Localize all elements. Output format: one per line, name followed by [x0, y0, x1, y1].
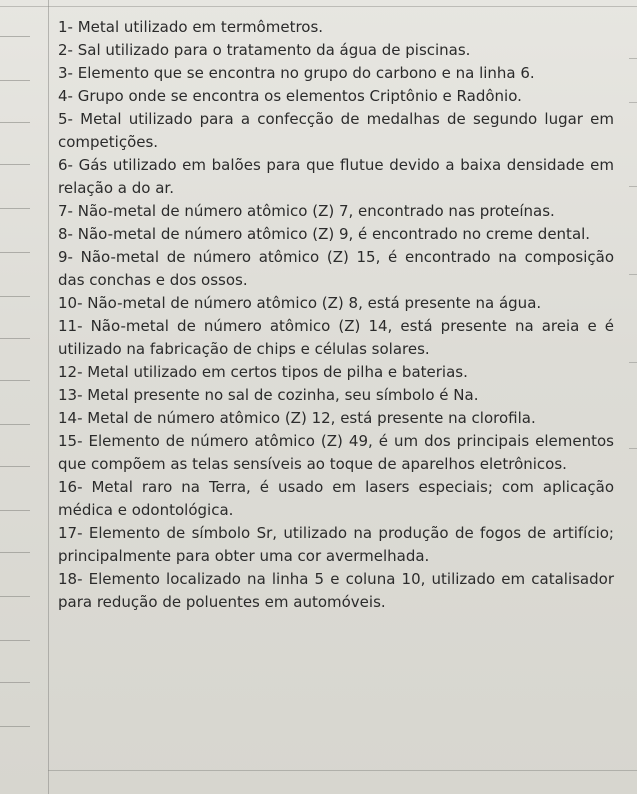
- margin-dash: [0, 208, 30, 209]
- margin-dash: [0, 296, 30, 297]
- margin-dash: [0, 80, 30, 81]
- margin-dash: [0, 640, 30, 641]
- question-item: 8- Não-metal de número atômico (Z) 9, é encontrado no creme dental.: [58, 225, 591, 243]
- question-item: 6- Gás utilizado em balões para que flutue devido a baixa densidade em relação a do ar.: [58, 156, 614, 197]
- question-item: 1- Metal utilizado em termômetros.: [58, 18, 324, 36]
- margin-dash: [629, 274, 637, 275]
- question-item: 14- Metal de número atômico (Z) 12, está presente na clorofila.: [58, 409, 536, 427]
- margin-dash: [0, 338, 30, 339]
- margin-dash: [629, 102, 637, 103]
- top-rule: [0, 6, 637, 7]
- question-item: 5- Metal utilizado para a confecção de medalhas de segundo lugar em competições.: [58, 110, 614, 151]
- margin-dash: [0, 424, 30, 425]
- margin-dash: [629, 186, 637, 187]
- margin-dash: [0, 682, 30, 683]
- question-item: 3- Elemento que se encontra no grupo do carbono e na linha 6.: [58, 64, 535, 82]
- question-item: 9- Não-metal de número atômico (Z) 15, é encontrado na composição das conchas e dos ossos.: [58, 248, 614, 289]
- question-item: 13- Metal presente no sal de cozinha, seu símbolo é Na.: [58, 386, 479, 404]
- question-item: 15- Elemento de número atômico (Z) 49, é um dos principais elementos que compõem as telas sensíveis ao toque de aparelhos eletrônicos.: [58, 432, 614, 473]
- question-item: 12- Metal utilizado em certos tipos de pilha e baterias.: [58, 363, 468, 381]
- margin-dash: [0, 36, 30, 37]
- margin-dash: [0, 380, 30, 381]
- margin-dash: [0, 252, 30, 253]
- question-item: 7- Não-metal de número atômico (Z) 7, encontrado nas proteínas.: [58, 202, 555, 220]
- margin-dash: [629, 448, 637, 449]
- question-item: 4- Grupo onde se encontra os elementos Criptônio e Radônio.: [58, 87, 522, 105]
- margin-dash: [629, 58, 637, 59]
- margin-dash: [0, 466, 30, 467]
- margin-line: [48, 0, 49, 794]
- margin-dash: [0, 552, 30, 553]
- question-item: 11- Não-metal de número atômico (Z) 14, está presente na areia e é utilizado na fabricação de chips e células solares.: [58, 317, 614, 358]
- question-list: [58, 16, 614, 614]
- bottom-rule: [48, 770, 637, 771]
- question-item: 10- Não-metal de número atômico (Z) 8, está presente na água.: [58, 294, 542, 312]
- question-item: 16- Metal raro na Terra, é usado em lasers especiais; com aplicação médica e odontológica.: [58, 478, 614, 519]
- margin-dash: [629, 362, 637, 363]
- question-item: 17- Elemento de símbolo Sr, utilizado na produção de fogos de artifício; principalmente para obter uma cor avermelhada.: [58, 524, 614, 565]
- question-item: 2- Sal utilizado para o tratamento da água de piscinas.: [58, 41, 471, 59]
- margin-dash: [0, 596, 30, 597]
- question-item: 18- Elemento localizado na linha 5 e coluna 10, utilizado em catalisador para redução de poluentes em automóveis.: [58, 570, 614, 611]
- margin-dash: [0, 510, 30, 511]
- margin-dash: [0, 122, 30, 123]
- margin-dash: [0, 726, 30, 727]
- margin-dash: [0, 164, 30, 165]
